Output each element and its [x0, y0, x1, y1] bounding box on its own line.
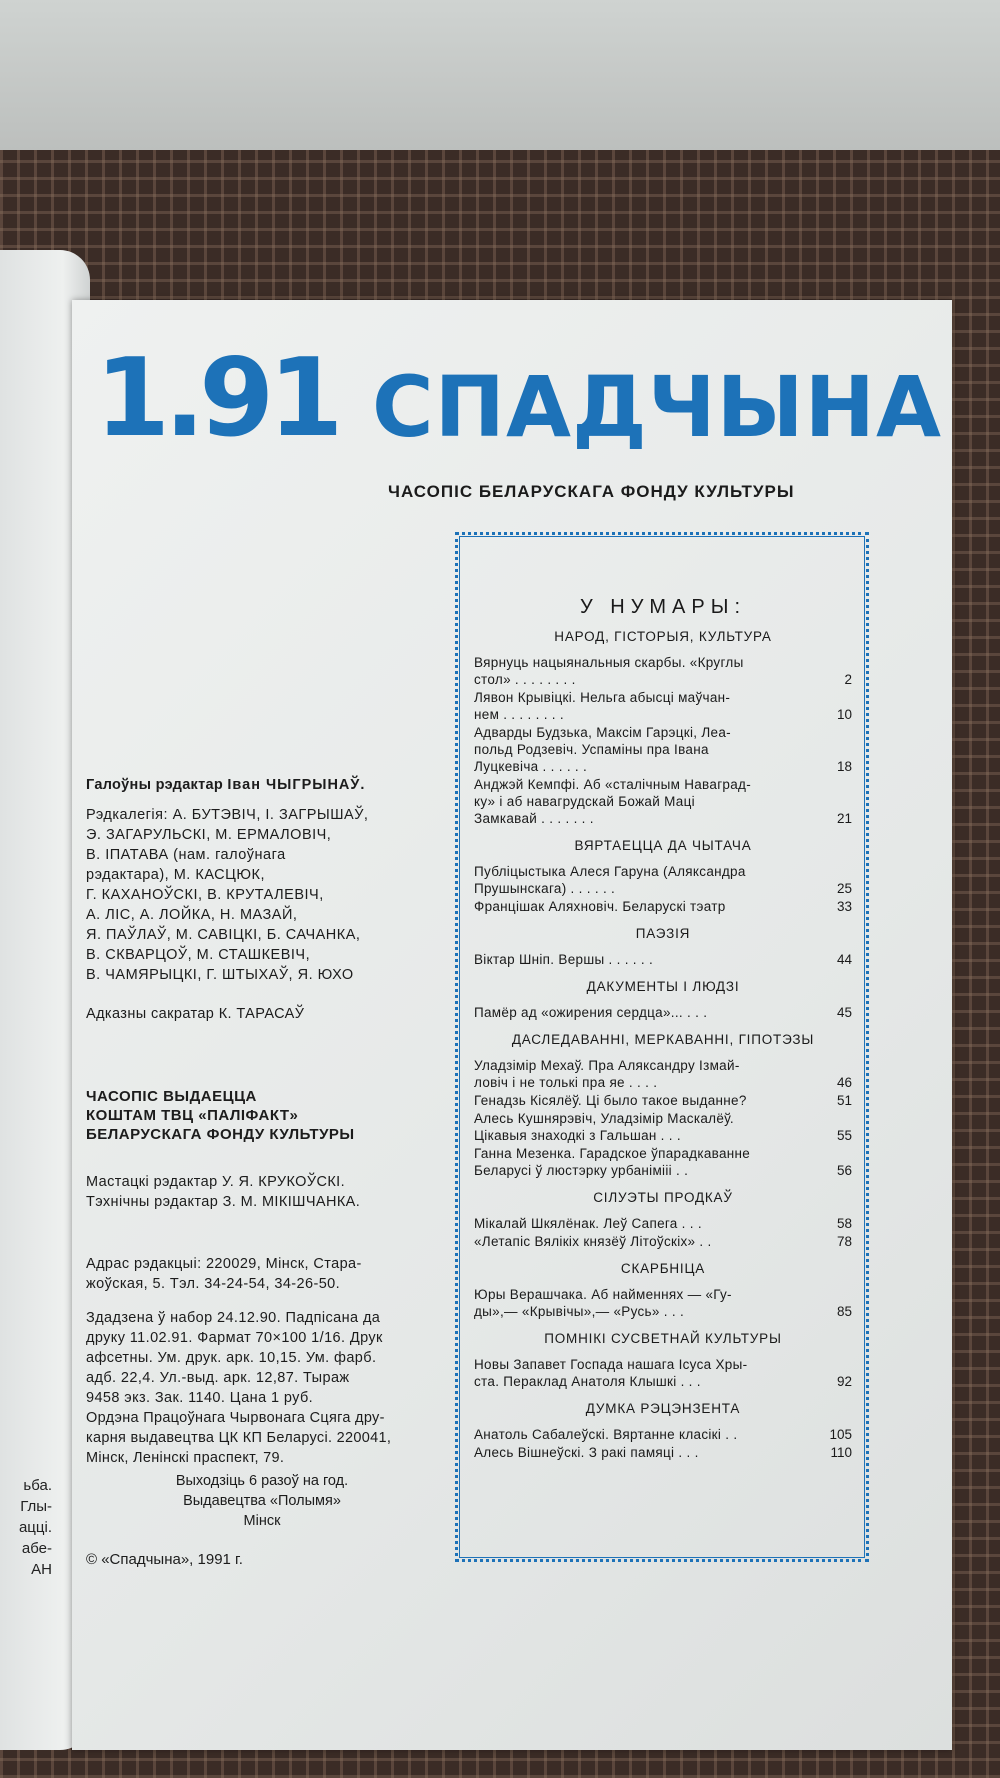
entry-title	[474, 1057, 814, 1091]
entry-line: Беларусі ў люстэрку урбанімііі . .	[474, 1163, 689, 1178]
entry-title	[474, 1215, 814, 1232]
publisher-line: БЕЛАРУСКАГА ФОНДУ КУЛЬТУРЫ	[86, 1126, 355, 1143]
board-line: В. ІПАТАВА (нам. галоўнага	[86, 847, 286, 863]
entry-title	[474, 689, 814, 723]
entry-line: Мікалай Шкялёнак. Леў Сапега . . .	[474, 1216, 702, 1231]
entry-page-number: 55	[836, 1128, 852, 1143]
edge-line: абе-	[21, 1540, 52, 1557]
entry-page-number: 45	[836, 1005, 852, 1020]
address-line: Адрас рэдакцыі: 220029, Мінск, Стара-	[86, 1256, 362, 1272]
entry-page-number: 44	[836, 952, 852, 967]
contents-box	[455, 532, 869, 1562]
board-line: В. ЧАМЯРЫЦКІ, Г. ШТЫХАЎ, Я. ЮХО	[86, 967, 354, 983]
entry-line: «Летапіс Вялікіх князёў Літоўскіх» . .	[474, 1234, 712, 1249]
frequency-line: Мінск	[243, 1513, 281, 1529]
contents-entry	[474, 776, 852, 827]
entry-page-number: 2	[844, 672, 852, 687]
entry-title	[474, 1233, 814, 1250]
contents-section-title: СІЛУЭТЫ ПРОДКАЎ	[593, 1190, 733, 1205]
copyright: © «Спадчына», 1991 г.	[86, 1551, 243, 1568]
contents-section-title: ДАКУМЕНТЫ І ЛЮДЗІ	[586, 979, 740, 994]
entry-line: Уладзімір Мехаў. Пра Аляксандру Ізмай-	[474, 1058, 740, 1073]
entry-title	[474, 724, 814, 775]
print-line: друку 11.02.91. Фармат 70×100 1/16. Друк	[86, 1330, 383, 1346]
entry-line: польд Родзевіч. Успаміны пра Івана	[474, 742, 709, 757]
contents-section-title: СКАРБНІЦА	[620, 1261, 706, 1276]
publisher-block	[86, 1087, 426, 1144]
entry-line: ку» і аб навагрудскай Божай Маці	[474, 794, 695, 809]
frequency-line: Выдавецтва «Полымя»	[183, 1493, 341, 1509]
board-line: Г. КАХАНОЎСКІ, В. КРУТАЛЕВІЧ,	[86, 887, 324, 903]
print-info	[86, 1308, 426, 1408]
entry-line: ста. Пераклад Анатоля Клышкі . . .	[474, 1374, 701, 1389]
entry-page-number: 33	[836, 899, 852, 914]
edge-line: Глы-	[20, 1498, 52, 1515]
contents-entry	[474, 724, 852, 775]
chief-editor	[86, 775, 426, 795]
entry-page-number: 78	[836, 1234, 852, 1249]
entry-line: Замкавай . . . . . . .	[474, 811, 594, 826]
contents-entry	[474, 1356, 852, 1390]
entry-title	[474, 1286, 814, 1320]
entry-page-number: 56	[836, 1163, 852, 1178]
contents-entry	[474, 1145, 852, 1179]
board-line: В. СКВАРЦОЎ, М. СТАШКЕВІЧ,	[86, 947, 311, 963]
board-line: рэдактара), М. КАСЦЮК,	[86, 867, 265, 883]
contents-entry	[474, 951, 852, 968]
chief-editor-label: Галоўны рэдактар	[86, 777, 224, 793]
print-line: 9458 экз. Зак. 1140. Цана 1 руб.	[86, 1390, 314, 1406]
contents-entry	[474, 654, 852, 688]
entry-line: Францішак Аляхновіч. Беларускі тэатр	[474, 899, 726, 914]
entry-line: Адварды Будзька, Максім Гарэцкі, Леа-	[474, 725, 731, 740]
magazine-title: СПАДЧЫНА	[372, 358, 942, 456]
entry-title	[474, 898, 814, 915]
contents-list	[474, 535, 852, 1462]
contents-section-title: ПАЭЗІЯ	[635, 926, 691, 941]
contents-section-title: ДУМКА РЭЦЭНЗЕНТА	[585, 1401, 741, 1416]
entry-line: Публіцыстыка Алеся Гаруна (Аляксандра	[474, 864, 746, 879]
entry-line: Алесь Кушнярэвіч, Уладзімір Маскалёў.	[474, 1111, 734, 1126]
entry-line: ды»,— «Крывічы»,— «Русь» . . .	[474, 1304, 684, 1319]
magazine-subtitle: ЧАСОПІС БЕЛАРУСКАГА ФОНДУ КУЛЬТУРЫ	[388, 482, 795, 501]
entry-line: ловіч і не толькі пра яе . . . .	[474, 1075, 658, 1090]
entry-page-number: 21	[836, 811, 852, 826]
entry-line: Анатоль Сабалеўскі. Вяртанне класікі . .	[474, 1427, 738, 1442]
contents-section-title: ПОМНІКІ СУСВЕТНАЙ КУЛЬТУРЫ	[544, 1331, 782, 1346]
entry-page-number: 25	[836, 881, 852, 896]
entry-line: Вярнуць нацыянальныя скарбы. «Круглы	[474, 655, 744, 670]
contents-entry	[474, 1004, 852, 1021]
address-line: жоўская, 5. Тэл. 34-24-54, 34-26-50.	[86, 1276, 341, 1292]
entry-page-number: 110	[830, 1445, 852, 1460]
entry-title	[474, 1110, 814, 1144]
editorial-address	[86, 1254, 426, 1294]
tech-editor: Тэхнічны рэдактар З. М. МІКІШЧАНКА.	[86, 1194, 361, 1210]
entry-page-number: 51	[836, 1093, 852, 1108]
entry-page-number: 105	[829, 1427, 852, 1442]
contents-heading: У НУМАРЫ:	[579, 596, 746, 618]
contents-section-title: НАРОД, ГІСТОРЫЯ, КУЛЬТУРА	[554, 629, 772, 644]
entry-line: Алесь Вішнеўскі. З ракі памяці . . .	[474, 1445, 699, 1460]
editors-block	[86, 1172, 426, 1212]
edge-line: ацці.	[18, 1519, 52, 1536]
print-line: Здадзена ў набор 24.12.90. Падпісана да	[86, 1310, 381, 1326]
contents-entry	[474, 863, 852, 897]
contents-entry	[474, 689, 852, 723]
entry-title	[474, 1356, 814, 1390]
entry-line: нем . . . . . . . .	[474, 707, 564, 722]
entry-line: Генадзь Кісялёў. Ці было такое выданне?	[474, 1093, 747, 1108]
contents-entry	[474, 1092, 852, 1109]
entry-page-number: 92	[836, 1374, 852, 1389]
printer-info	[86, 1408, 426, 1468]
board-line: А. ЛІС, А. ЛОЙКА, Н. МАЗАЙ,	[86, 907, 298, 923]
contents-entry	[474, 1057, 852, 1091]
entry-line: Прушынскага) . . . . . .	[474, 881, 616, 896]
art-editor: Мастацкі рэдактар У. Я. КРУКОЎСКІ.	[86, 1174, 346, 1190]
chief-editor-name: Іван ЧЫГРЫНАЎ.	[227, 777, 366, 793]
print-line: афсетны. Ум. друк. арк. 10,15. Ум. фарб.	[86, 1350, 377, 1366]
executive-secretary: Адказны сакратар К. ТАРАСАЎ	[86, 1006, 305, 1022]
entry-title	[474, 654, 814, 688]
wall-background	[0, 0, 1000, 150]
contents-entry	[474, 1286, 852, 1320]
publisher-line: ЧАСОПІС ВЫДАЕЦЦА	[86, 1088, 257, 1105]
entry-title	[474, 1426, 814, 1443]
entry-line: Юры Верашчака. Аб найменнях — «Гу-	[474, 1287, 732, 1302]
printer-line: Ордэна Працоўнага Чырвонага Сцяга дру-	[86, 1410, 385, 1426]
contents-entry	[474, 1426, 852, 1443]
frequency-line: Выходзіць 6 разоў на год.	[175, 1473, 349, 1489]
entry-title	[474, 1092, 814, 1109]
board-line: Э. ЗАГАРУЛЬСКІ, М. ЕРМАЛОВІЧ,	[86, 827, 332, 843]
entry-line: стол» . . . . . . . .	[474, 672, 576, 687]
entry-line: Луцкевіча . . . . . .	[474, 759, 588, 774]
entry-line: Памёр ад «ожирения сердца»... . . .	[474, 1005, 708, 1020]
entry-line: Анджэй Кемпфі. Аб «сталічным Наваград-	[474, 777, 752, 792]
contents-entry	[474, 1233, 852, 1250]
entry-title	[474, 1145, 814, 1179]
contents-section-title: ВЯРТАЕЦЦА ДА ЧЫТАЧА	[574, 838, 752, 853]
entry-title	[474, 1004, 814, 1021]
entry-page-number: 10	[836, 707, 852, 722]
contents-entry	[474, 1215, 852, 1232]
entry-page-number: 46	[836, 1075, 852, 1090]
entry-line: Ганна Мезенка. Гарадское ўпарадкаванне	[474, 1146, 751, 1161]
editorial-board	[86, 805, 426, 985]
board-line: Я. ПАЎЛАЎ, М. САВІЦКІ, Б. САЧАНКА,	[86, 927, 361, 943]
publication-frequency	[112, 1471, 412, 1531]
contents-section-title: ДАСЛЕДАВАННІ, МЕРКАВАННІ, ГІПОТЭЗЫ	[511, 1032, 815, 1047]
contents-entry	[474, 898, 852, 915]
entry-line: Лявон Крывіцкі. Нельга абысці маўчан-	[474, 690, 731, 705]
print-line: адб. 22,4. Ул.-выд. арк. 12,87. Тыраж	[86, 1370, 350, 1386]
entry-title	[474, 863, 814, 897]
left-page-edge-text	[2, 1475, 52, 1580]
board-line: Рэдкалегія: А. БУТЭВІЧ, І. ЗАГРЫШАЎ,	[86, 807, 369, 823]
entry-line: Цікавыя знаходкі з Гальшан . . .	[474, 1128, 681, 1143]
entry-title	[474, 776, 814, 827]
entry-page-number: 58	[836, 1216, 852, 1231]
entry-title	[474, 951, 814, 968]
entry-page-number: 18	[836, 759, 852, 774]
entry-title	[474, 1444, 814, 1461]
edge-line: ьба.	[23, 1477, 52, 1494]
entry-line: Новы Запавет Госпада нашага Ісуса Хры-	[474, 1357, 748, 1372]
edge-line: АН	[31, 1561, 52, 1578]
contents-entry	[474, 1110, 852, 1144]
contents-entry	[474, 1444, 852, 1461]
printer-line: карня выдавецтва ЦК КП Беларусі. 220041,	[86, 1430, 392, 1446]
printer-line: Мінск, Ленінскі праспект, 79.	[86, 1450, 285, 1466]
publisher-line: КОШТАМ ТВЦ «ПАЛІФАКТ»	[86, 1107, 299, 1124]
entry-line: Віктар Шніп. Вершы . . . . . .	[474, 952, 654, 967]
entry-page-number: 85	[836, 1304, 852, 1319]
issue-number: 1.91	[95, 336, 338, 461]
